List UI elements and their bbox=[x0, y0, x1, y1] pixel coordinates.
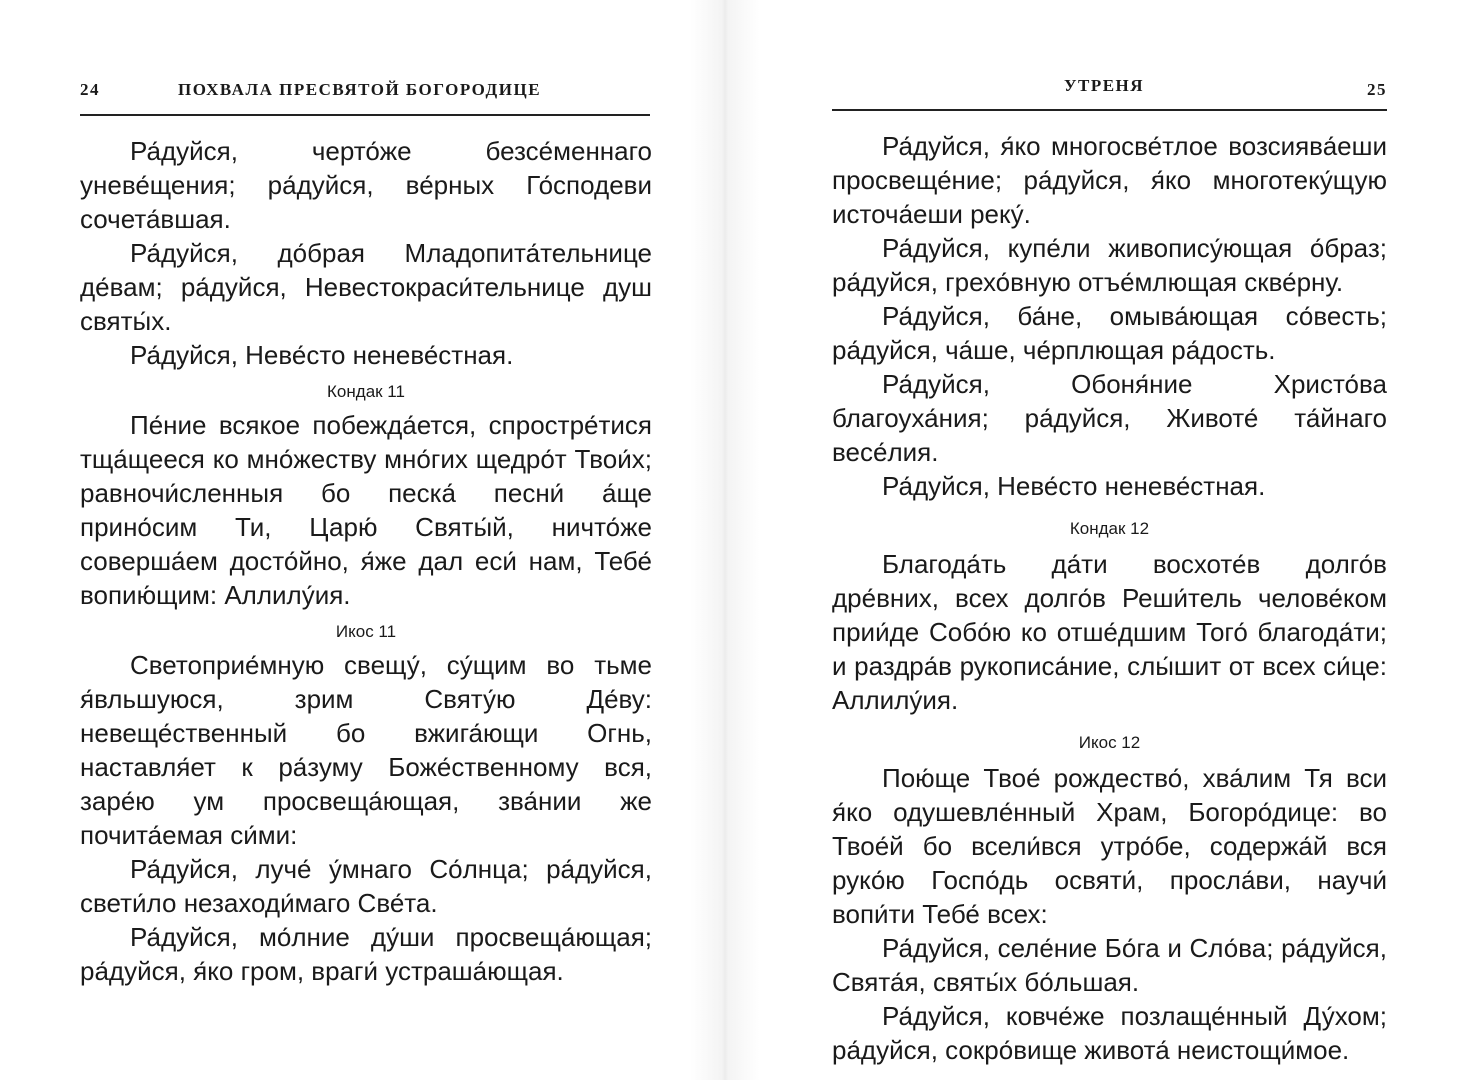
verse-paragraph: Ра́дуйся, купе́ли живопису́ющая о́браз; ра́дуйся, грехо́вную отъе́млющая скве́рну. bbox=[832, 233, 1387, 297]
running-title: УТРЕНЯ bbox=[1064, 76, 1145, 95]
right-page-text bbox=[832, 129, 1387, 1067]
section-heading: Кондак 12 bbox=[1069, 519, 1150, 538]
verse-paragraph: Ра́дуйся, Обоня́ние Христо́ва благоуха́ния; ра́дуйся, Животе́ та́йнаго весе́лия. bbox=[832, 369, 1387, 467]
right-page bbox=[745, 0, 1482, 1080]
running-title: ПОХВАЛА ПРЕСВЯТОЙ БОГОРОДИЦЕ bbox=[178, 80, 542, 99]
verse-paragraph: Ра́дуйся, ба́не, омыва́ющая со́весть; ра́дуйся, ча́ше, че́рплющая ра́дость. bbox=[832, 301, 1387, 365]
right-page-header bbox=[832, 72, 1387, 100]
left-page bbox=[0, 0, 700, 1080]
section-heading: Икос 12 bbox=[1078, 733, 1141, 752]
verse-paragraph: Ра́дуйся, мо́лние ду́ши просвеща́ющая; ра́дуйся, я́ко гром, враги́ устраша́ющая. bbox=[80, 922, 652, 986]
verse-paragraph: Ра́дуйся, Неве́сто неневе́стная. bbox=[882, 471, 1266, 501]
header-rule bbox=[832, 109, 1387, 111]
verse-paragraph: Ра́дуйся, ковче́же позлаще́нный Ду́хом; ра́дуйся, сокро́вище живота́ неистощи́мое. bbox=[832, 1001, 1387, 1065]
verse-paragraph: Ра́дуйся, я́ко многосве́тлое возсиява́еши просвеще́ние; ра́дуйся, я́ко многотеку́щую источа́еши реку́. bbox=[832, 131, 1387, 229]
section-heading: Кондак 11 bbox=[327, 382, 405, 401]
verse-paragraph: Светоприе́мную свещу́, су́щим во тьме я́вльшуюся, зрим Святу́ю Де́ву: невеще́ственный бо вжига́ющи Огнь, наставля́ет к ра́зуму Боже́ственному вся, заре́ю ум просвеща́ющая, зва́нии же почита́емая си́ми: bbox=[80, 650, 652, 850]
header-rule bbox=[80, 114, 650, 116]
verse-paragraph: Ра́дуйся, селе́ние Бо́га и Сло́ва; ра́дуйся, Свята́я, святы́х бо́льшая. bbox=[832, 933, 1387, 997]
verse-paragraph: Благода́ть да́ти восхоте́в долго́в дре́вних, всех долго́в Реши́тель челове́ком прии́де Собо́ю ко отше́дшим Того́ благода́ти; и раздра́в рукописа́ние, слы́шит от всех си́це: Аллилу́ия. bbox=[832, 549, 1387, 715]
page-number: 25 bbox=[1367, 80, 1387, 99]
left-page-text bbox=[80, 134, 652, 988]
verse-paragraph: Пою́ще Твое́ рождество́, хва́лим Тя вси я́ко одушевле́нный Храм, Богоро́дице: во Твое́й бо всели́вся утро́бе, содержа́й вся руко́ю Госпо́дь освяти́, просла́ви, научи́ вопи́ти Тебе́ всех: bbox=[832, 763, 1387, 929]
verse-paragraph: Ра́дуйся, луче́ у́мнаго Со́лнца; ра́дуйся, свети́ло незаходи́маго Све́та. bbox=[80, 854, 652, 918]
page-number: 24 bbox=[80, 80, 100, 99]
left-page-header bbox=[80, 72, 650, 100]
verse-paragraph: Ра́дуйся, Неве́сто неневе́стная. bbox=[130, 340, 514, 370]
verse-paragraph: Ра́дуйся, до́брая Младопита́тельнице де́вам; ра́дуйся, Невестокраси́тельнице душ святы́х. bbox=[80, 238, 652, 336]
verse-paragraph: Пе́ние всякое побежда́ется, спростре́тися тща́щееся ко мно́жеству мно́гих щедро́т Твои́х; равночи́сленныя бо песка́ песни́ а́ще прино́сим Ти, Царю́ Святы́й, ничто́же соверша́ем досто́йно, я́же дал еси́ нам, Тебе́ вопию́щим: Аллилу́ия. bbox=[80, 410, 652, 610]
verse-paragraph: Ра́дуйся, черто́же безсе́меннаго уневе́щения; ра́дуйся, ве́рных Го́сподеви сочета́вшая. bbox=[80, 136, 652, 234]
section-heading: Икос 11 bbox=[335, 622, 397, 641]
